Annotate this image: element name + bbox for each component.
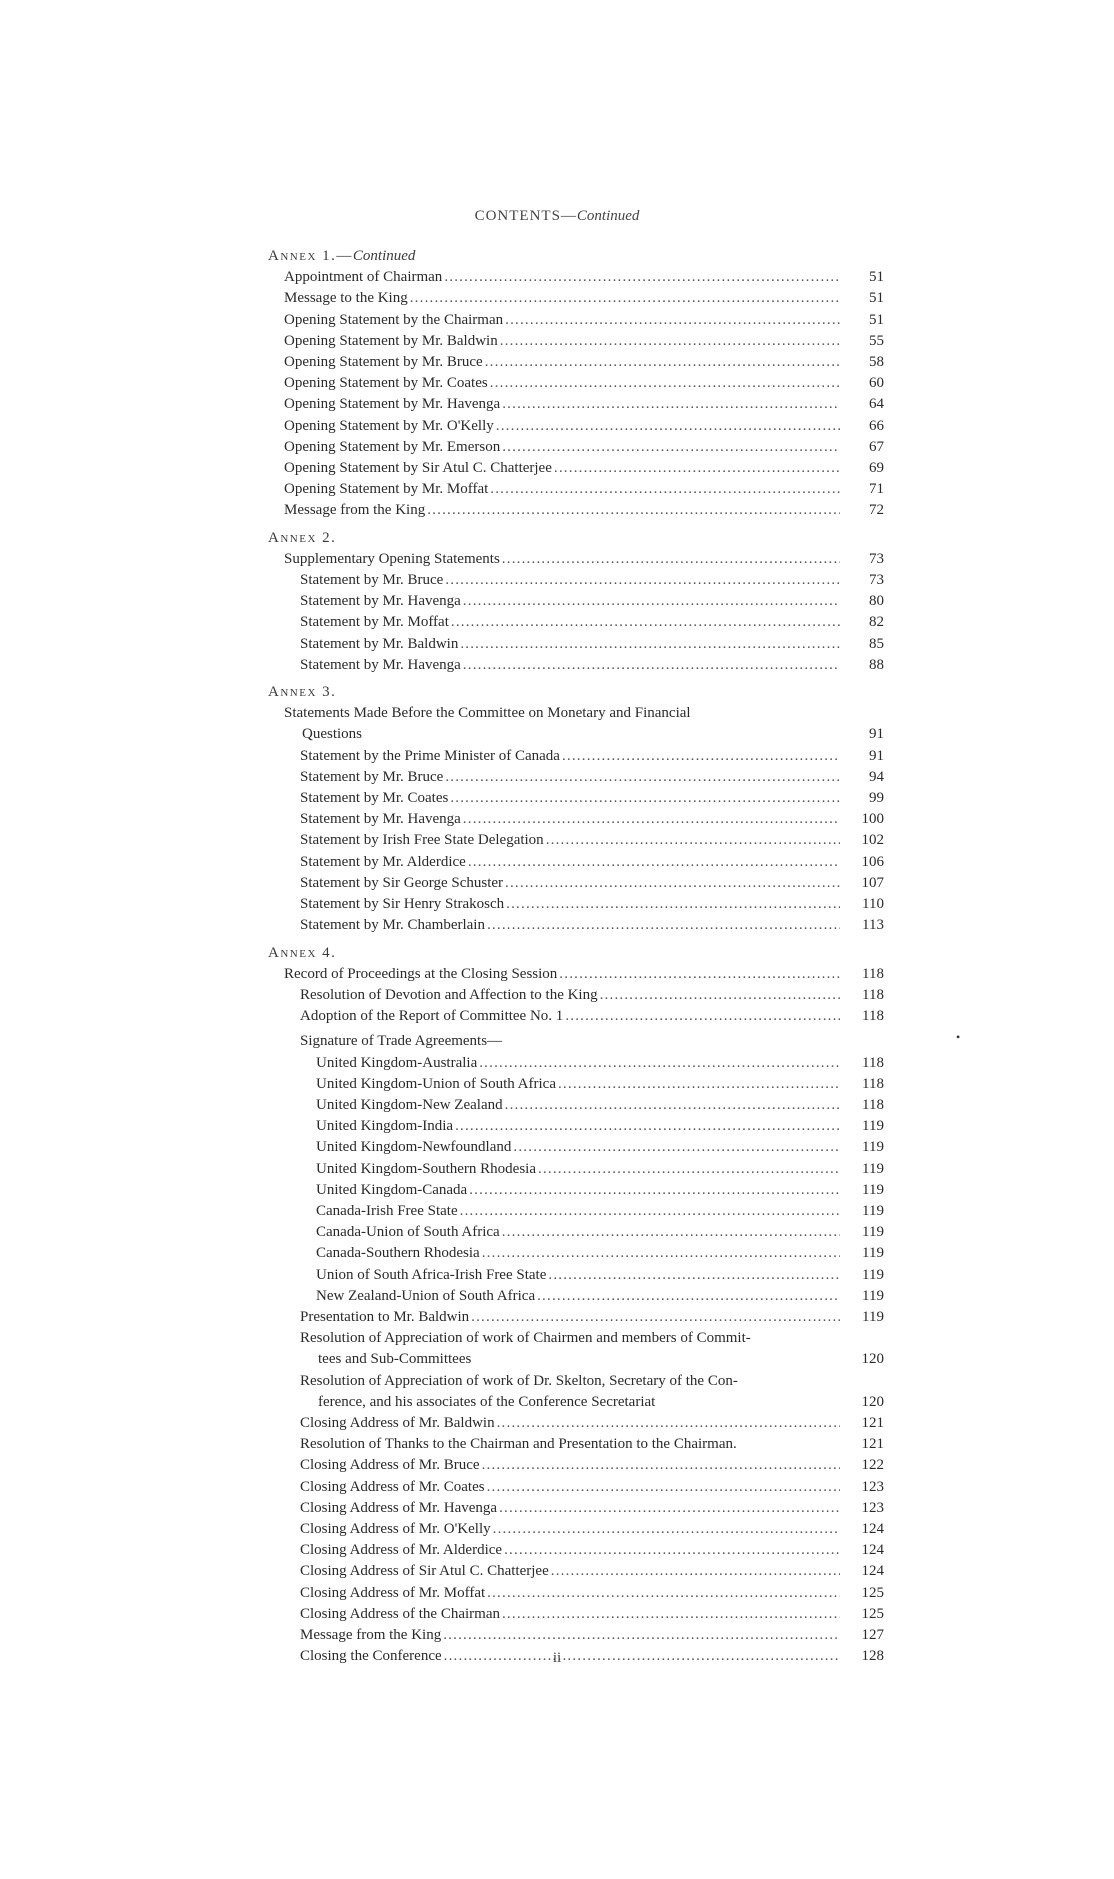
- toc-entry-page: 128: [861, 1648, 884, 1665]
- toc-entry-page: 120: [861, 1393, 884, 1410]
- toc-entry-title: United Kingdom-India: [316, 1118, 454, 1135]
- toc-entry-page: 67: [869, 438, 884, 455]
- toc-entry: [268, 1286, 884, 1307]
- toc-entry: [268, 394, 884, 415]
- toc-entry-page: 118: [862, 986, 884, 1003]
- toc-entry-title: Opening Statement by Mr. O'Kelly: [284, 417, 494, 434]
- toc-entry-title: United Kingdom-New Zealand: [316, 1096, 503, 1113]
- toc-entry-title: Opening Statement by Mr. Bruce: [284, 354, 483, 371]
- toc-entry-page: 119: [862, 1287, 884, 1304]
- toc-entry-page: 99: [869, 790, 884, 807]
- toc-entry: [268, 915, 884, 936]
- toc-entry-title: United Kingdom-Newfoundland: [316, 1139, 512, 1156]
- presentation-entry: [268, 1307, 884, 1328]
- toc-entry: [268, 1265, 884, 1286]
- toc-entry-page: 123: [861, 1499, 884, 1516]
- toc-entry-page: 88: [869, 656, 884, 673]
- toc-entry-page: 119: [862, 1118, 884, 1135]
- toc-entry: [268, 634, 884, 655]
- toc-entry-page: 80: [869, 593, 884, 610]
- toc-entry: [268, 288, 884, 309]
- toc-entry-title: United Kingdom-Union of South Africa: [316, 1075, 556, 1092]
- annex-4-header-entry: [268, 964, 884, 985]
- toc-entry-page: 72: [869, 502, 884, 519]
- page-title: [0, 208, 1114, 225]
- toc-entry: [268, 1159, 884, 1180]
- annex-1-heading: [268, 246, 884, 267]
- toc-entry-title: Closing Address of Mr. Coates: [300, 1478, 485, 1495]
- toc-entry-page: 127: [861, 1627, 884, 1643]
- toc-entry-title: Closing Address of Sir Atul C. Chatterjee: [300, 1563, 549, 1580]
- toc-entry: [268, 873, 884, 894]
- toc-entry: [268, 591, 884, 612]
- annex-2-entries: [268, 570, 884, 676]
- table-of-contents: [268, 246, 884, 1667]
- toc-entry-title: Opening Statement by Mr. Coates: [284, 375, 488, 392]
- page-number: ii: [552, 1650, 562, 1666]
- toc-entry: [268, 437, 884, 458]
- toc-entry-title: Closing Address of the Chairman: [300, 1605, 500, 1622]
- toc-entry-title: Resolution of Devotion and Affection to the King: [300, 986, 598, 1003]
- toc-entry: [268, 479, 884, 500]
- annex-3-header-entry: [268, 703, 884, 745]
- toc-entry-title: United Kingdom-Australia: [316, 1054, 478, 1071]
- toc-entry-title: Opening Statement by Mr. Moffat: [284, 481, 489, 498]
- toc-entry-title: Closing Address of Mr. Havenga: [300, 1499, 498, 1516]
- toc-entry: [268, 1413, 884, 1434]
- toc-entry-title: Adoption of the Report of Committee No. 1: [300, 1008, 564, 1025]
- toc-entry-page: 82: [869, 614, 884, 631]
- annex-1-continued: Continued: [352, 248, 416, 264]
- toc-entry: [268, 1137, 884, 1158]
- toc-entry-title: Statement by Sir George Schuster: [300, 874, 504, 891]
- toc-entry-title: Statement by Mr. Moffat: [300, 614, 449, 631]
- toc-entry-page: 91: [869, 747, 884, 764]
- toc-entry: [268, 1243, 884, 1264]
- toc-entry: [268, 1604, 884, 1625]
- toc-entry-title: Message from the King: [284, 502, 426, 519]
- toc-entry-page: 121: [861, 1414, 884, 1431]
- toc-entry-title: Message to the King: [284, 290, 408, 307]
- toc-entry-title: Statement by Mr. Coates: [300, 790, 449, 807]
- toc-entry: [268, 1455, 884, 1476]
- toc-entry-page: 125: [861, 1584, 884, 1601]
- annex-4-entries-b: [268, 1413, 884, 1667]
- toc-entry-title-line2: Questions: [302, 726, 362, 743]
- toc-entry-page: 106: [861, 853, 884, 870]
- toc-entry-title: Statement by Irish Free State Delegation: [300, 832, 544, 849]
- toc-entry: [268, 331, 884, 352]
- toc-entry-title: Statement by the Prime Minister of Canada: [300, 747, 560, 764]
- toc-entry-page: 124: [861, 1542, 884, 1559]
- toc-entry-title: Opening Statement by Mr. Emerson: [284, 438, 501, 455]
- toc-entry-title: New Zealand-Union of South Africa: [316, 1287, 536, 1304]
- toc-entry-page: 85: [869, 635, 884, 652]
- toc-entry: [268, 985, 884, 1006]
- toc-entry-title: Closing Address of Mr. Moffat: [300, 1584, 486, 1601]
- toc-entry-page: 119: [862, 1139, 884, 1156]
- toc-entry: [268, 500, 884, 521]
- toc-entry-page: 58: [869, 354, 884, 371]
- toc-entry-page: 91: [869, 726, 884, 743]
- toc-entry-page: 118: [862, 1054, 884, 1071]
- toc-entry-page: 125: [861, 1605, 884, 1622]
- toc-entry: [268, 1006, 884, 1027]
- annex-2-header-entry: [268, 549, 884, 570]
- toc-entry-page: 120: [861, 1351, 884, 1368]
- toc-entry: [268, 1434, 884, 1455]
- toc-entry: [268, 1180, 884, 1201]
- toc-entry-title: Union of South Africa-Irish Free State: [316, 1266, 547, 1283]
- toc-entry: [268, 1222, 884, 1243]
- toc-entry-page: 119: [862, 1308, 884, 1325]
- toc-entry: [268, 416, 884, 437]
- annex-3-heading: Annex 3.: [268, 684, 337, 701]
- toc-entry-page: 51: [869, 290, 884, 307]
- toc-entry-title: United Kingdom-Southern Rhodesia: [316, 1160, 536, 1177]
- annex-1-label: Annex 1.—: [268, 248, 353, 264]
- toc-entry-page: 113: [862, 917, 884, 934]
- annex-4-heading: Annex 4.: [268, 944, 337, 961]
- toc-entry: [268, 1053, 884, 1074]
- toc-entry-page: 51: [869, 269, 884, 286]
- toc-entry-page: 119: [862, 1202, 884, 1219]
- toc-entry-page: 51: [869, 311, 884, 328]
- toc-entry-title: Statement by Mr. Chamberlain: [300, 917, 485, 934]
- toc-entry-title: Closing Address of Mr. Alderdice: [300, 1542, 503, 1559]
- heading-title: CONTENTS—: [474, 208, 577, 224]
- toc-entry-title: Statement by Mr. Havenga: [300, 593, 461, 610]
- toc-entry: [268, 1095, 884, 1116]
- toc-entry-title: Resolution of Thanks to the Chairman and Presentation to the Chairman.: [300, 1436, 737, 1453]
- toc-entry-page: 73: [869, 550, 884, 567]
- resolution-appreciation-skelton: [268, 1371, 884, 1413]
- toc-entry-title: Statement by Mr. Alderdice: [300, 853, 466, 870]
- toc-entry-title: Presentation to Mr. Baldwin: [300, 1308, 470, 1325]
- toc-entry-page: 119: [862, 1160, 884, 1177]
- annex-1-entries: [268, 267, 884, 521]
- toc-entry-page: 119: [862, 1224, 884, 1241]
- toc-entry-page: 118: [862, 1075, 884, 1092]
- toc-entry: [268, 1074, 884, 1095]
- toc-entry: [268, 1477, 884, 1498]
- toc-entry-page: 66: [869, 417, 884, 434]
- toc-entry-title: Appointment of Chairman: [284, 269, 443, 286]
- toc-entry-page: 55: [869, 332, 884, 349]
- toc-entry-title: Supplementary Opening Statements: [284, 550, 500, 567]
- toc-entry: [268, 1201, 884, 1222]
- toc-entry-title: Statement by Mr. Bruce: [300, 572, 444, 589]
- toc-entry-title: Closing Address of Mr. Baldwin: [300, 1414, 495, 1431]
- annex-2-heading: Annex 2.: [268, 529, 337, 546]
- toc-entry: [268, 852, 884, 873]
- toc-entry-page: 118: [862, 965, 884, 982]
- toc-entry-page: 100: [861, 811, 884, 828]
- toc-entry: [268, 894, 884, 915]
- toc-entry: [268, 612, 884, 633]
- toc-entry-title: Closing Address of Mr. O'Kelly: [300, 1520, 491, 1537]
- toc-entry-page: 121: [861, 1436, 884, 1453]
- toc-entry: [268, 570, 884, 591]
- toc-entry-title: Statement by Sir Henry Strakosch: [300, 896, 505, 913]
- toc-entry-title: Canada-Union of South Africa: [316, 1224, 500, 1241]
- signature-heading: Signature of Trade Agreements—: [300, 1033, 503, 1050]
- toc-entry-page: 71: [869, 481, 884, 498]
- toc-entry-page: 69: [869, 460, 884, 477]
- toc-entry-title-line1: Statements Made Before the Committee on Monetary and Financial: [284, 705, 691, 722]
- toc-entry-title: Statement by Mr. Havenga: [300, 811, 461, 828]
- toc-entry: [268, 1583, 884, 1604]
- toc-entry-title: Statement by Mr. Bruce: [300, 768, 444, 785]
- resolution-appreciation-chairmen: [268, 1328, 884, 1370]
- toc-entry: [268, 352, 884, 373]
- toc-entry-title: Record of Proceedings at the Closing Session: [284, 965, 558, 982]
- toc-entry-title: Opening Statement by Mr. Baldwin: [284, 332, 498, 349]
- toc-entry: [268, 1625, 884, 1646]
- annex-4-entries-a: [268, 985, 884, 1027]
- toc-entry-title: Canada-Southern Rhodesia: [316, 1245, 480, 1262]
- toc-entry-page: 124: [861, 1520, 884, 1537]
- toc-entry-page: 64: [869, 396, 884, 413]
- toc-entry: [268, 310, 884, 331]
- trade-agreements-list: [268, 1053, 884, 1307]
- toc-entry: [268, 767, 884, 788]
- toc-entry-title-line1: Resolution of Appreciation of work of Dr. Skelton, Secretary of the Con-: [300, 1372, 738, 1389]
- toc-entry-page: 122: [861, 1457, 884, 1474]
- toc-entry-title: Closing the Conference: [300, 1648, 442, 1665]
- toc-entry-page: 118: [862, 1096, 884, 1113]
- toc-entry-page: 119: [862, 1181, 884, 1198]
- heading-continued: Continued: [576, 208, 640, 224]
- toc-entry: [268, 746, 884, 767]
- toc-entry-page: 118: [862, 1008, 884, 1025]
- toc-entry: [268, 1116, 884, 1137]
- toc-entry: [268, 788, 884, 809]
- toc-entry: [268, 1561, 884, 1582]
- toc-entry-title: Opening Statement by Mr. Havenga: [284, 396, 501, 413]
- toc-entry: [268, 809, 884, 830]
- toc-entry-title: Statement by Mr. Baldwin: [300, 635, 459, 652]
- toc-entry-title-line1: Resolution of Appreciation of work of Chairmen and members of Commit-: [300, 1330, 751, 1347]
- toc-entry-page: 107: [861, 874, 884, 891]
- toc-entry-title-line2: tees and Sub-Committees: [318, 1351, 472, 1368]
- stray-mark: •: [956, 1030, 961, 1044]
- toc-entry: [268, 373, 884, 394]
- toc-entry-title: Closing Address of Mr. Bruce: [300, 1457, 480, 1474]
- toc-entry-title: Canada-Irish Free State: [316, 1202, 458, 1219]
- toc-entry-page: 94: [869, 768, 884, 785]
- toc-entry-title-line2: ference, and his associates of the Conference Secretariat: [318, 1393, 656, 1410]
- toc-entry: [268, 1540, 884, 1561]
- toc-entry-title: United Kingdom-Canada: [316, 1181, 468, 1198]
- toc-entry-page: 119: [862, 1266, 884, 1283]
- toc-entry-page: 102: [861, 832, 884, 849]
- toc-entry: [268, 1519, 884, 1540]
- toc-entry-page: 73: [869, 572, 884, 589]
- toc-entry: [268, 655, 884, 676]
- toc-entry-title: Opening Statement by Sir Atul C. Chatterjee: [284, 460, 552, 477]
- toc-entry-page: 123: [861, 1478, 884, 1495]
- toc-entry-page: 110: [862, 896, 884, 913]
- toc-entry: [268, 458, 884, 479]
- toc-entry-page: 60: [869, 375, 884, 392]
- annex-3-entries: [268, 746, 884, 937]
- toc-entry-page: 124: [861, 1563, 884, 1580]
- toc-entry-page: 119: [862, 1245, 884, 1262]
- toc-entry: [268, 1498, 884, 1519]
- toc-entry-title: Statement by Mr. Havenga: [300, 656, 461, 673]
- toc-entry-title: Message from the King: [300, 1627, 442, 1643]
- toc-entry-title: Opening Statement by the Chairman: [284, 311, 504, 328]
- toc-entry: [268, 830, 884, 851]
- toc-entry: [268, 267, 884, 288]
